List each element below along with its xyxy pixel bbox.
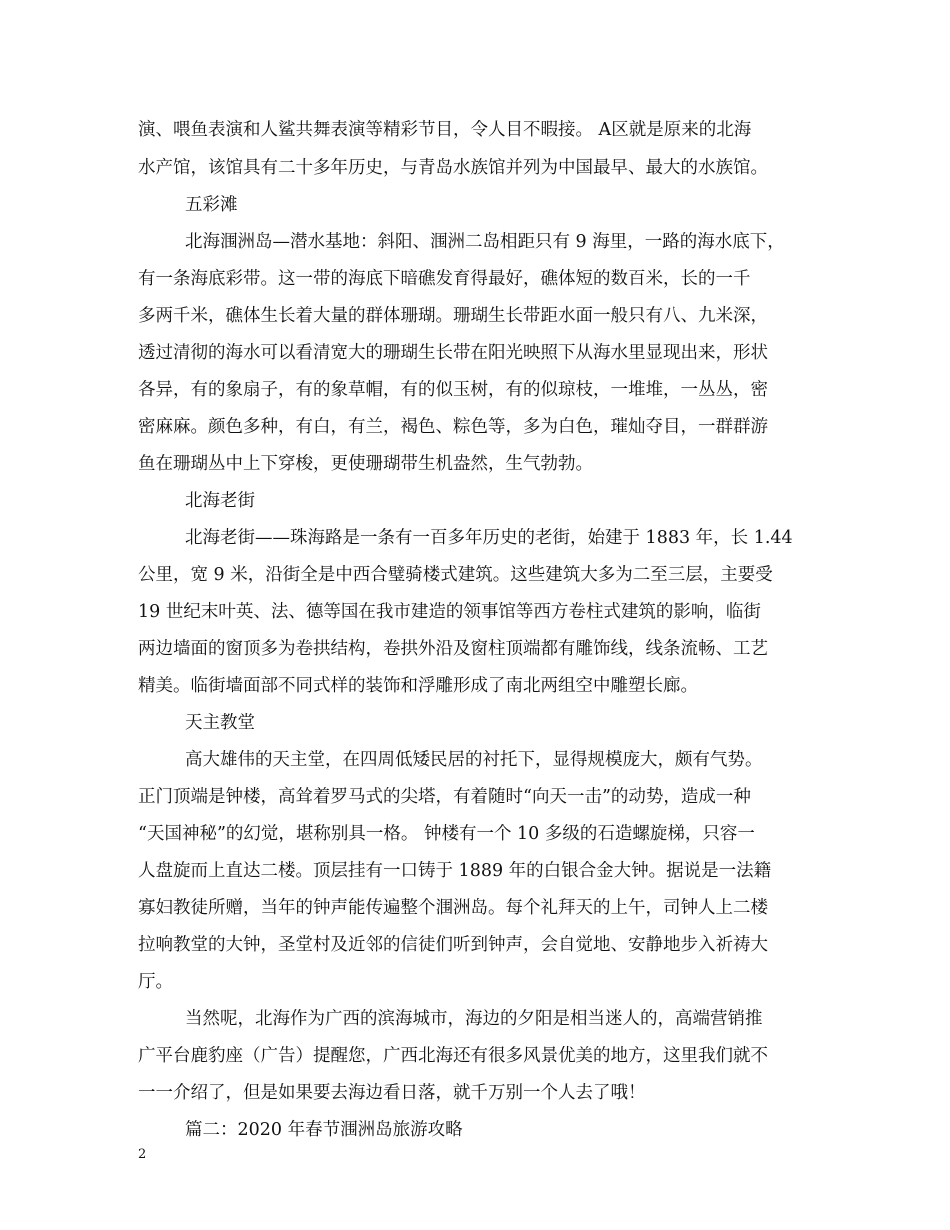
paragraph-line: 拉响教堂的大钟，圣堂村及近邻的信徒们听到钟声，会自觉地、安静地步入祈祷大 — [138, 935, 768, 955]
paragraph-line: “天国神秘”的幻觉，堪称别具一格。 钟楼有一个 10 多级的石造螺旋梯，只容一 — [138, 824, 755, 844]
paragraph-line: 精美。临街墙面部不同式样的装饰和浮雕形成了南北两组空中雕塑长廊。 — [138, 676, 698, 696]
paragraph-line: 高大雄伟的天主堂，在四周低矮民居的衬托下，显得规模庞大，颇有气势。 — [185, 750, 763, 770]
paragraph-line: 演、喂鱼表演和人鲨共舞表演等精彩节目，令人目不暇接。 A区就是原来的北海 — [138, 120, 752, 140]
paragraph-line: 广平台鹿豹座（广告）提醒您，广西北海还有很多风景优美的地方，这里我们就不 — [138, 1046, 768, 1066]
paragraph-line: 透过清彻的海水可以看清宽大的珊瑚生长带在阳光映照下从海水里显现出来，形状 — [138, 343, 768, 363]
paragraph-line: 公里，宽 9 米，沿街全是中西合璧骑楼式建筑。这些建筑大多为二至三层，主要受 — [138, 565, 773, 585]
paragraph-line: 两边墙面的窗顶多为卷拱结构，卷拱外沿及窗柱顶端都有雕饰线，线条流畅、工艺 — [138, 639, 768, 659]
paragraph-line: 19 世纪末叶英、法、德等国在我市建造的领事馆等西方卷柱式建筑的影响，临街 — [138, 602, 761, 622]
paragraph-line: 密麻麻。颜色多种，有白，有兰，褐色、粽色等，多为白色，璀灿夺目，一群群游 — [138, 417, 768, 437]
paragraph-line: 当然呢，北海作为广西的滨海城市，海边的夕阳是相当迷人的，高端营销推 — [185, 1009, 763, 1029]
paragraph-line: 人盘旋而上直达二楼。顶层挂有一口铸于 1889 年的白银合金大钟。据说是一法籍 — [138, 861, 772, 881]
paragraph-line: 一一介绍了，但是如果要去海边看日落，就千万别一个人去了哦！ — [138, 1083, 646, 1103]
paragraph-line: 多两千米，礁体生长着大量的群体珊瑚。珊瑚生长带距水面一般只有八、九米深， — [138, 306, 768, 326]
paragraph-line: 水产馆，该馆具有二十多年历史，与青岛水族馆并列为中国最早、最大的水族馆。 — [138, 158, 768, 178]
paragraph-line: 正门顶端是钟楼，高耸着罗马式的尖塔，有着随时“向天一击”的动势，造成一种 — [138, 787, 751, 807]
paragraph-line: 有一条海底彩带。这一带的海底下暗礁发育得最好，礁体短的数百米，长的一千 — [138, 269, 751, 289]
section-heading: 篇二：2020 年春节涠洲岛旅游攻略 — [185, 1120, 463, 1140]
paragraph-line: 各异，有的象扇子，有的象草帽，有的似玉树，有的似琼枝，一堆堆，一丛丛，密 — [138, 380, 768, 400]
section-heading: 天主教堂 — [185, 713, 255, 733]
page-number: 2 — [138, 1147, 147, 1162]
paragraph-line: 鱼在珊瑚丛中上下穿梭，更使珊瑚带生机盎然，生气勃勃。 — [138, 454, 593, 474]
section-heading: 北海老街 — [185, 491, 255, 511]
paragraph-line: 寡妇教徒所赠，当年的钟声能传遍整个涠洲岛。每个礼拜天的上午，司钟人上二楼 — [138, 898, 768, 918]
paragraph-line: 厅。 — [138, 972, 173, 992]
paragraph-line: 北海老街——珠海路是一条有一百多年历史的老街，始建于 1883 年，长 1.44 — [185, 528, 793, 548]
paragraph-line: 北海涠洲岛—潜水基地：斜阳、涠洲二岛相距只有 9 海里，一路的海水底下， — [185, 232, 785, 252]
section-heading: 五彩滩 — [185, 195, 238, 215]
